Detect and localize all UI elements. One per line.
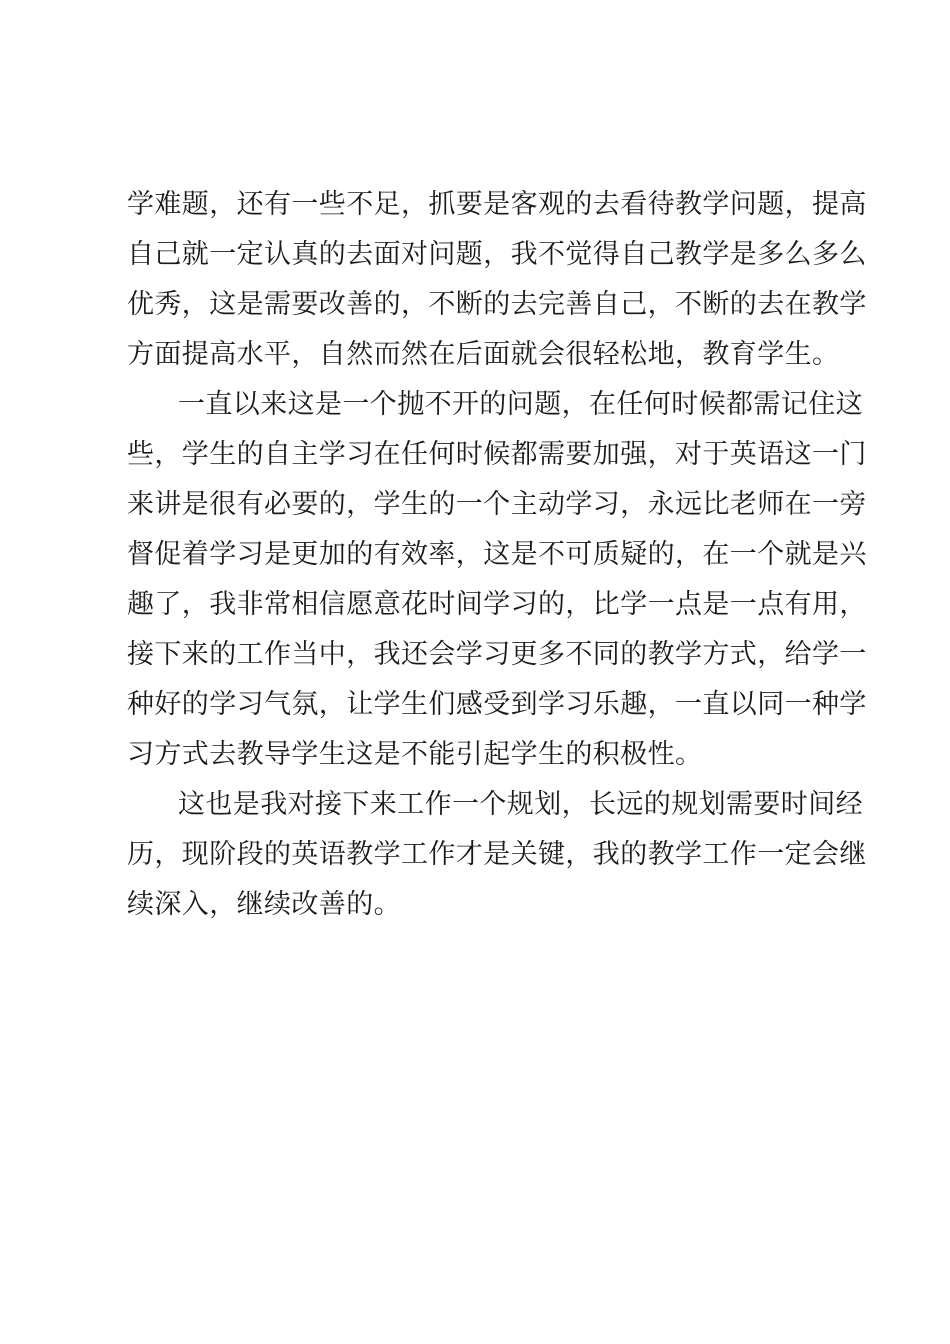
text-line: 趣了，我非常相信愿意花时间学习的，比学一点是一点有用，	[127, 589, 867, 620]
text-line: 学难题，还有一些不足，抓要是客观的去看待教学问题，提高	[127, 189, 867, 220]
text-line: 方面提高水平，自然而然在后面就会很轻松地，教育学生。	[127, 339, 840, 370]
text-line: 种好的学习气氛，让学生们感受到学习乐趣，一直以同一种学	[127, 689, 867, 720]
text-line: 续深入，继续改善的。	[127, 889, 401, 920]
paragraph-first-line: 一直以来这是一个抛不开的问题，在任何时候都需记住这	[178, 389, 863, 420]
text-line: 接下来的工作当中，我还会学习更多不同的教学方式，给学一	[127, 639, 867, 670]
body-text	[127, 180, 867, 930]
text-line: 优秀，这是需要改善的，不断的去完善自己，不断的去在教学	[127, 289, 867, 320]
text-line: 来讲是很有必要的，学生的一个主动学习，永远比老师在一旁	[127, 489, 867, 520]
text-line: 督促着学习是更加的有效率，这是不可质疑的，在一个就是兴	[127, 539, 867, 570]
text-line: 自己就一定认真的去面对问题，我不觉得自己教学是多么多么	[127, 239, 867, 270]
paragraph-first-line: 这也是我对接下来工作一个规划，长远的规划需要时间经	[178, 789, 863, 820]
text-line: 些，学生的自主学习在任何时候都需要加强，对于英语这一门	[127, 439, 867, 470]
text-line: 习方式去教导学生这是不能引起学生的积极性。	[127, 739, 703, 770]
text-line: 历，现阶段的英语教学工作才是关键，我的教学工作一定会继	[127, 839, 867, 870]
